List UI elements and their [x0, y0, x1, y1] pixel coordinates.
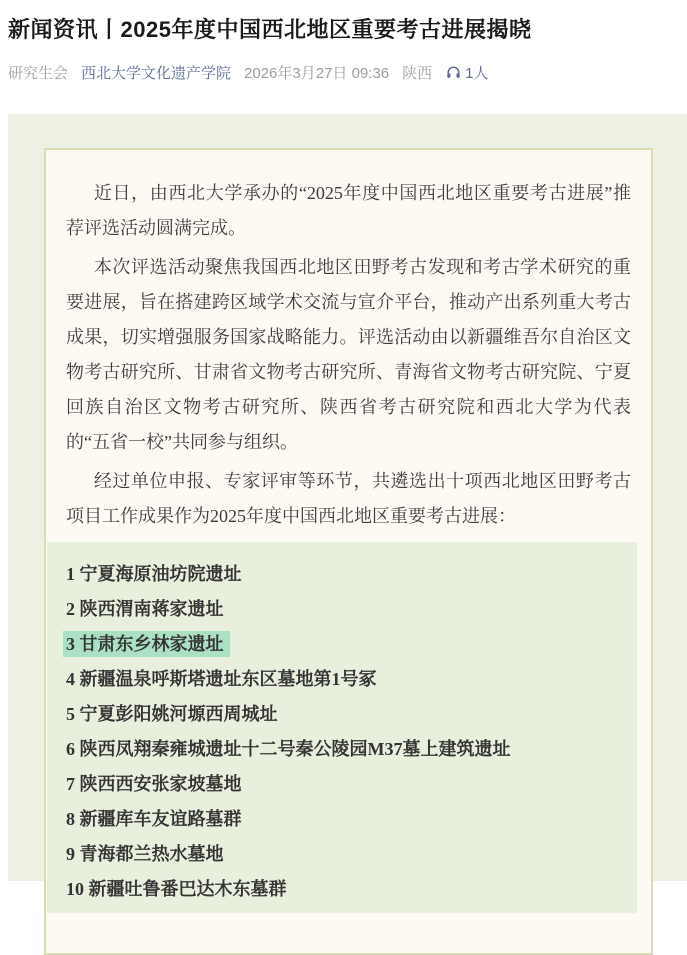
article-meta — [8, 62, 679, 83]
list-item — [66, 837, 619, 872]
list-item — [66, 872, 619, 907]
meta-datetime: 2026年3月27日 09:36 — [244, 64, 390, 82]
list-item — [66, 592, 619, 627]
paragraph-1: 近日，由西北大学承办的“2025年度中国西北地区重要考古进展”推荐评选活动圆满完成。 — [66, 182, 631, 238]
content-card — [44, 148, 653, 955]
listen-control[interactable] — [445, 62, 488, 83]
list-item-text: 10 新疆吐鲁番巴达木东墓群 — [66, 878, 287, 899]
list-item — [66, 767, 619, 802]
listen-count: 1人 — [465, 64, 489, 82]
headphones-icon — [445, 64, 462, 81]
list-item-text: 6 陕西凤翔秦雍城遗址十二号秦公陵园M37墓上建筑遗址 — [66, 738, 511, 759]
list-item — [66, 802, 619, 837]
list-item-text: 2 陕西渭南蒋家遗址 — [66, 598, 224, 619]
results-list — [47, 542, 637, 913]
list-item-text: 8 新疆库车友谊路墓群 — [66, 808, 242, 829]
list-item-text: 4 新疆温泉呼斯塔遗址东区墓地第1号冢 — [66, 668, 377, 689]
list-item-text-highlighted: 3 甘肃东乡林家遗址 — [63, 631, 230, 657]
list-item — [66, 732, 619, 767]
page-title: 新闻资讯丨2025年度中国西北地区重要考古进展揭晓 — [8, 17, 532, 42]
list-item — [66, 627, 619, 662]
article-header — [0, 0, 687, 83]
meta-source-link[interactable]: 西北大学文化遗产学院 — [81, 64, 232, 82]
list-item-text: 5 宁夏彭阳姚河塬西周城址 — [66, 703, 278, 724]
meta-location: 陕西 — [402, 64, 433, 82]
list-item-text: 7 陕西西安张家坡墓地 — [66, 773, 242, 794]
meta-account: 研究生会 — [8, 64, 69, 82]
list-item — [66, 662, 619, 697]
list-item-text: 9 青海都兰热水墓地 — [66, 843, 224, 864]
list-item-text: 1 宁夏海原油坊院遗址 — [66, 563, 242, 584]
list-item — [66, 697, 619, 732]
paragraph-2: 本次评选活动聚焦我国西北地区田野考古发现和考古学术研究的重要进展，旨在搭建跨区域学术交流与宣介平台，推动产出系列重大考古成果，切实增强服务国家战略能力。评选活动由以新疆维吾尔自治区文物考古研究所、甘肃省文物考古研究所、青海省文物考古研究院、宁夏回族自治区文物考古研究所、陕西省考古研究院和西北大学为代表的“五省一校”共同参与组织。 — [66, 256, 631, 452]
article-body-wrapper — [8, 114, 687, 899]
list-item — [66, 557, 619, 592]
paragraph-3: 经过单位申报、专家评审等环节，共遴选出十项西北地区田野考古项目工作成果作为2025年度中国西北地区重要考古进展： — [66, 470, 631, 526]
